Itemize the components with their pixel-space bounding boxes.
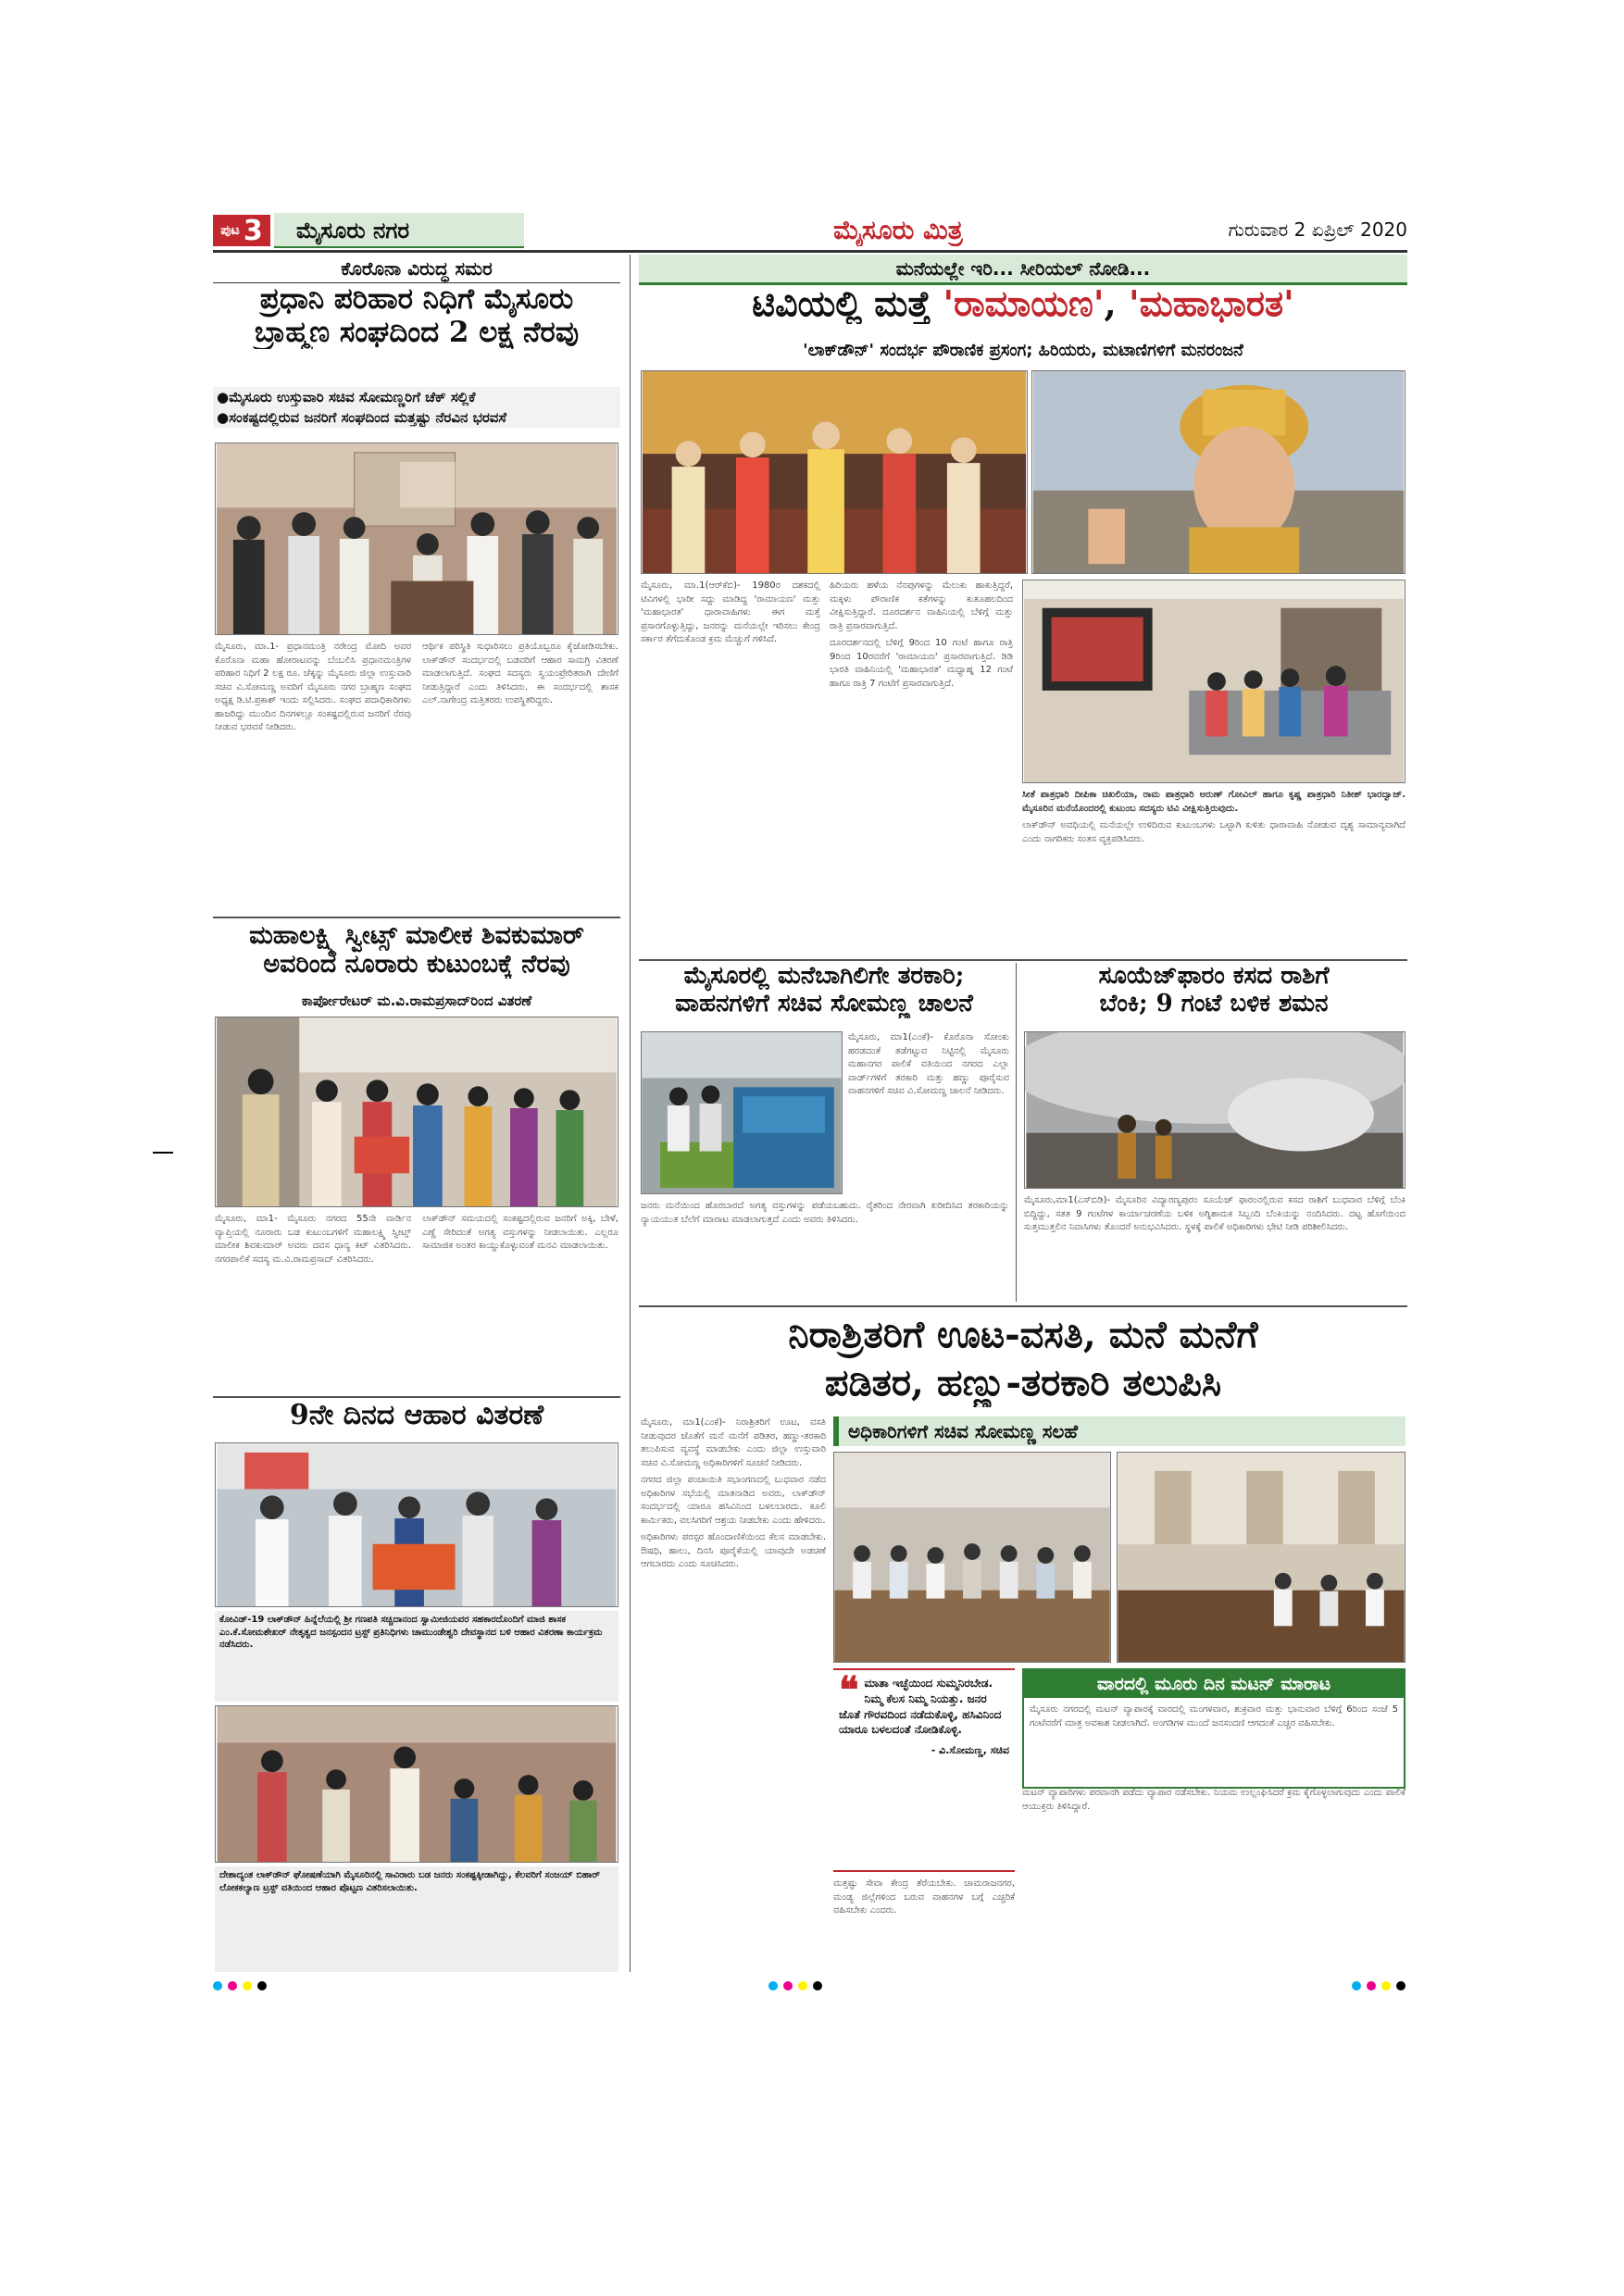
story1-highlights xyxy=(213,387,620,428)
story7-box-title: ಅಧಿಕಾರಿಗಳಿಗೆ ಸಚಿವ ಸೋಮಣ್ಣ ಸಲಹೆ xyxy=(833,1416,1405,1446)
story4-headline-text: ಟಿವಿಯಲ್ಲಿ ಮತ್ತೆ xyxy=(752,283,943,324)
family-watching-tv-photo xyxy=(1022,580,1405,783)
story2-subhead: ಕಾರ್ಪೋರೇಟರ್ ಮ.ವಿ.ರಾಮಪ್ರಸಾದ್‌ರಿಂದ ವಿತರಣೆ xyxy=(301,992,532,1009)
quote-attribution: - ವಿ.ಸೋಮಣ್ಣ, ಸಚಿವ xyxy=(931,1744,1009,1757)
page-number-badge xyxy=(213,215,270,246)
minister-quote-box xyxy=(833,1668,1015,1872)
ramayana-still xyxy=(641,370,1028,574)
masthead-logo: ಮೈಸೂರು ಮಿತ್ರ xyxy=(833,215,963,245)
story7-body-col1: ಮೈಸೂರು, ಮಾ1(ಎಂಕೆ)- ನಿರಾಶ್ರಿತರಿಗೆ ಊಟ, ವಸತಿ ನೀಡುವುದರ ಜೊತೆಗೆ ಮನೆ ಮನೆಗೆ ಪಡಿತರ, ಹಣ್ಣು-ತರಕಾರಿ ತಲುಪಿಸುವ ವ್ಯವಸ್ಥೆ ಮಾಡಬೇಕು ಎಂದು ಜಿಲ್ಲಾ ಉಸ್ತುವಾರಿ ಸಚಿವ ವಿ.ಸೋಮಣ್ಣ ಅಧಿಕಾರಿಗಳಿಗೆ ಸೂಚನೆ ನೀಡಿದರು. ನಗರದ ಜಿಲ್ಲಾ ಪಂಚಾಯಿತಿ ಸಭಾಂಗಣದಲ್ಲಿ ಬುಧವಾರ ನಡೆದ ಅಧಿಕಾರಿಗಳ ಸಭೆಯಲ್ಲಿ ಮಾತನಾಡಿದ ಅವರು, ಲಾಕ್‌ಡೌನ್ ಸಂದರ್ಭದಲ್ಲಿ ಯಾರೂ ಹಸಿವಿನಿಂದ ಬಳಲಬಾರದು. ಕೂಲಿ ಕಾರ್ಮಿಕರು, ವಲಸಿಗರಿಗೆ ಆಶ್ರಯ ನೀಡಬೇಕು ಎಂದು ಹೇಳಿದರು. ಅಧಿಕಾರಿಗಳು ಪರಸ್ಪರ ಹೊಂದಾಣಿಕೆಯಿಂದ ಕೆಲಸ ಮಾಡಬೇಕು. ಔಷಧಿ, ಹಾಲು, ದಿನಸಿ ಪೂರೈಕೆಯಲ್ಲಿ ಯಾವುದೇ ಅಡಚಣೆ ಆಗಬಾರದು ಎಂದು ಸೂಚಿಸಿದರು. xyxy=(641,1417,826,1569)
story2-body-left: ಮೈಸೂರು, ಮಾ1- ಮೈಸೂರು ನಗರದ 55ನೇ ವಾರ್ಡಿನ ವ್ಯಾಪ್ತಿಯಲ್ಲಿ ನೂರಾರು ಬಡ ಕುಟುಂಬಗಳಿಗೆ ಮಹಾಲಕ್ಷ್ಮಿ ಸ್ವೀಟ್ಸ್ ಮಾಲೀಕ ಶಿವಕುಮಾರ್ ಅವರು ದವಸ ಧಾನ್ಯ ಕಿಟ್ ವಿತರಿಸಿದರು. ನಗರಪಾಲಿಕೆ ಸದಸ್ಯ ಮ.ವಿ.ರಾಮಪ್ರಸಾದ್ ವಿತರಿಸಿದರು. xyxy=(215,1214,411,1265)
registration-dot xyxy=(813,1981,822,1990)
story7-headline xyxy=(639,1311,1407,1407)
story1-headline-line2: ಬ್ರಾಹ್ಮಣ ಸಂಘದಿಂದ 2 ಲಕ್ಷ ನೆರವು xyxy=(254,315,580,349)
story4-body-col2: ಹಿರಿಯರು ಹಳೆಯ ನೆನಪುಗಳನ್ನು ಮೆಲುಕು ಹಾಕುತ್ತಿದ್ದರೆ, ಮಕ್ಕಳು ಪೌರಾಣಿಕ ಕತೆಗಳನ್ನು ಕುತೂಹಲದಿಂದ ವೀಕ್ಷಿಸುತ್ತಿದ್ದಾರೆ. ದೂರದರ್ಶನ ವಾಹಿನಿಯಲ್ಲಿ ಬೆಳಿಗ್ಗೆ ಮತ್ತು ರಾತ್ರಿ ಪ್ರಸಾರವಾಗುತ್ತಿದೆ. ದೂರದರ್ಶನದಲ್ಲಿ ಬೆಳಿಗ್ಗೆ 9ರಿಂದ 10 ಗಂಟೆ ಹಾಗೂ ರಾತ್ರಿ 9ರಿಂದ 10ರವರೆಗೆ 'ರಾಮಾಯಣ' ಪ್ರಸಾರವಾಗುತ್ತಿದೆ. ಡಿಡಿ ಭಾರತಿ ವಾಹಿನಿಯಲ್ಲಿ 'ಮಹಾಭಾರತ' ಮಧ್ಯಾಹ್ನ 12 ಗಂಟೆ ಹಾಗೂ ರಾತ್ರಿ 7 ಗಂಟೆಗೆ ಪ್ರಸಾರವಾಗುತ್ತಿದೆ. xyxy=(830,580,1013,689)
story1-headline-line1: ಪ್ರಧಾನಿ ಪರಿಹಾರ ನಿಧಿಗೆ ಮೈಸೂರು xyxy=(259,283,574,316)
story1-photo xyxy=(215,443,618,635)
story4-headline-mahabharata: 'ಮಹಾಭಾರತ' xyxy=(1128,283,1294,324)
meeting-hall-photo xyxy=(833,1452,1111,1663)
story5-body-col2: ಜನರು ಮನೆಯಿಂದ ಹೊರಬಾರದೆ ಅಗತ್ಯ ವಸ್ತುಗಳನ್ನು ಪಡೆಯಬಹುದು. ರೈತರಿಂದ ನೇರವಾಗಿ ಖರೀದಿಸಿದ ತರಕಾರಿಯನ್ನು ನ್ಯಾಯಯುತ ಬೆಲೆಗೆ ಮಾರಾಟ ಮಾಡಲಾಗುತ್ತದೆ ಎಂದು ಅವರು ತಿಳಿಸಿದರು. xyxy=(641,1201,1009,1225)
page-number: 3 xyxy=(243,215,263,246)
registration-dot xyxy=(243,1981,252,1990)
story1-headline xyxy=(213,283,620,349)
story3-photo-2 xyxy=(215,1705,618,1863)
story4-body-col1: ಮೈಸೂರು, ಮಾ.1(ಆರ್‌ಕೆಬಿ)- 1980ರ ದಶಕದಲ್ಲಿ ಟಿವಿಗಳಲ್ಲಿ ಭಾರೀ ಸದ್ದು ಮಾಡಿದ್ದ 'ರಾಮಾಯಣ' ಮತ್ತು 'ಮಹಾಭಾರತ' ಧಾರಾವಾಹಿಗಳು ಈಗ ಮತ್ತೆ ಪ್ರಸಾರಗೊಳ್ಳುತ್ತಿದ್ದು, ಜನರನ್ನು ಮನೆಯಲ್ಲೇ ಇರಿಸಲು ಕೇಂದ್ರ ಸರ್ಕಾರ ತೆಗೆದುಕೊಂಡ ಕ್ರಮ ಮೆಚ್ಚುಗೆ ಗಳಿಸಿದೆ. xyxy=(641,580,820,644)
column-divider xyxy=(630,255,631,1972)
story8-box xyxy=(1022,1668,1405,1789)
divider xyxy=(639,959,1407,961)
story1-body-right: ಆರ್ಥಿಕ ಪರಿಸ್ಥಿತಿ ಸುಧಾರಿಸಲು ಪ್ರತಿಯೊಬ್ಬರೂ ಕೈಜೋಡಿಸಬೇಕು. ಲಾಕ್‌ಡೌನ್ ಸಂದರ್ಭದಲ್ಲಿ ಬಡವರಿಗೆ ಆಹಾರ ಸಾಮಗ್ರಿ ವಿತರಣೆ ಮಾಡಲಾಗುತ್ತಿದೆ. ಸಂಘದ ಸದಸ್ಯರು ಸ್ವಯಂಪ್ರೇರಿತರಾಗಿ ದೇಣಿಗೆ ನೀಡುತ್ತಿದ್ದಾರೆ ಎಂದು ತಿಳಿಸಿದರು. ಈ ಸಂದರ್ಭದಲ್ಲಿ ಶಾಸಕ ಎಲ್.ನಾಗೇಂದ್ರ ಮತ್ತಿತರರು ಉಪಸ್ಥಿತರಿದ್ದರು. xyxy=(422,642,618,705)
registration-dot xyxy=(798,1981,807,1990)
story4-kicker: ಮನೆಯಲ್ಲೇ ಇರಿ... ಸೀರಿಯಲ್ ನೋಡಿ... xyxy=(639,255,1407,285)
fold-mark xyxy=(153,1152,173,1154)
story5-headline xyxy=(639,963,1009,1018)
story5-body-col1: ಮೈಸೂರು, ಮಾ1(ಎಂಕೆ)- ಕೊರೊನಾ ಸೋಂಕು ಹರಡದಂತೆ ತಡೆಗಟ್ಟುವ ನಿಟ್ಟಿನಲ್ಲಿ ಮೈಸೂರು ಮಹಾನಗರ ಪಾಲಿಕೆ ವತಿಯಿಂದ ನಗರದ ಎಲ್ಲಾ ವಾರ್ಡ್‌ಗಳಿಗೆ ತರಕಾರಿ ಮತ್ತು ಹಣ್ಣು ಪೂರೈಸುವ ವಾಹನಗಳಿಗೆ ಸಚಿವ ವಿ.ಸೋಮಣ್ಣ ಚಾಲನೆ ನೀಡಿದರು. xyxy=(848,1032,1009,1096)
minister-quote: ಮಾತಾ ಇಚ್ಛೆಯಿಂದ ಸುಮ್ಮನಿರಬೇಡ. ನಿಮ್ಮ ಕೆಲಸ ನಿಮ್ಮ ನಿಯತ್ತು. ಜನರ ಜೊತೆ ಗೌರವದಿಂದ ನಡೆದುಕೊಳ್ಳಿ, ಹಸಿವಿನಿಂದ ಯಾರೂ ಬಳಲದಂತೆ ನೋಡಿಕೊಳ್ಳಿ. xyxy=(839,1677,1002,1737)
registration-dot xyxy=(213,1981,222,1990)
story6-headline-line1: ಸೂಯೆಜ್‌ಫಾರಂ ಕಸದ ರಾಶಿಗೆ xyxy=(1098,963,1330,990)
story3-photo-1 xyxy=(215,1442,618,1607)
registration-marks-right xyxy=(1352,1981,1407,1992)
registration-dot xyxy=(1396,1981,1405,1990)
header-divider xyxy=(213,250,1407,253)
page-label: ಪುಟ xyxy=(220,223,240,238)
story7-body-col2: ಮತ್ತಷ್ಟು ಸೇವಾ ಕೇಂದ್ರ ತೆರೆಯಬೇಕು. ಚಾಮರಾಜನಗರ, ಮಂಡ್ಯ ಜಿಲ್ಲೆಗಳಿಂದ ಬರುವ ವಾಹನಗಳ ಬಗ್ಗೆ ಎಚ್ಚರಿಕೆ ವಹಿಸಬೇಕು ಎಂದರು. xyxy=(833,1878,1015,1915)
story2-body-right: ಲಾಕ್‌ಡೌನ್ ಸಮಯದಲ್ಲಿ ಸಂಕಷ್ಟದಲ್ಲಿರುವ ಜನರಿಗೆ ಅಕ್ಕಿ, ಬೇಳೆ, ಎಣ್ಣೆ ಸೇರಿದಂತೆ ಅಗತ್ಯ ವಸ್ತುಗಳನ್ನು ನೀಡಲಾಯಿತು. ಎಲ್ಲರೂ ಸಾಮಾಜಿಕ ಅಂತರ ಕಾಯ್ದುಕೊಳ್ಳುವಂತೆ ಮನವಿ ಮಾಡಲಾಯಿತು. xyxy=(422,1214,618,1251)
story3-headline: 9ನೇ ದಿನದ ಆಹಾರ ವಿತರಣೆ xyxy=(289,1400,544,1431)
story4-headline-separator: , xyxy=(1104,283,1129,324)
story2-headline-line1: ಮಹಾಲಕ್ಷ್ಮಿ ಸ್ವೀಟ್ಸ್ ಮಾಲೀಕ ಶಿವಕುಮಾರ್ xyxy=(249,921,584,950)
story4-headline xyxy=(639,283,1407,324)
story4-headline-ramayana: 'ರಾಮಾಯಣ' xyxy=(943,283,1105,324)
story2-headline-line2: ಅವರಿಂದ ನೂರಾರು ಕುಟುಂಬಕ್ಕೆ ನೆರವು xyxy=(263,950,570,980)
vegetable-vehicle-photo xyxy=(641,1031,843,1194)
story8-title: ವಾರದಲ್ಲಿ ಮೂರು ದಿನ ಮಟನ್ ಮಾರಾಟ xyxy=(1024,1670,1404,1698)
story5-headline-line2: ವಾಹನಗಳಿಗೆ ಸಚಿವ ಸೋಮಣ್ಣ ಚಾಲನೆ xyxy=(675,989,973,1017)
registration-dot xyxy=(257,1981,267,1990)
registration-marks-center xyxy=(768,1981,824,1992)
story8-body-1: ಮೈಸೂರು ನಗರದಲ್ಲಿ ಮಟನ್ ವ್ಯಾಪಾರಕ್ಕೆ ವಾರದಲ್ಲಿ ಮಂಗಳವಾರ, ಶುಕ್ರವಾರ ಮತ್ತು ಭಾನುವಾರ ಬೆಳಿಗ್ಗೆ 6ರಿಂದ ಸಂಜೆ 5 ಗಂಟೆವರೆಗೆ ಮಾತ್ರ ಅವಕಾಶ ನೀಡಲಾಗಿದೆ. ಅಂಗಡಿಗಳ ಮುಂದೆ ಜನಸಂದಣಿ ಆಗದಂತೆ ಎಚ್ಚರ ವಹಿಸಬೇಕು. xyxy=(1030,1704,1398,1728)
column-divider xyxy=(1016,963,1017,1302)
story2-photo xyxy=(215,1017,618,1207)
registration-dot xyxy=(228,1981,237,1990)
story1-bullet: ●ಮೈಸೂರು ಉಸ್ತುವಾರಿ ಸಚಿವ ಸೋಮಣ್ಣರಿಗೆ ಚೆಕ್ ಸಲ್ಲಿಕೆ xyxy=(217,389,476,406)
council-chamber-photo xyxy=(1117,1452,1405,1663)
registration-marks-left xyxy=(213,1981,269,1992)
registration-dot xyxy=(783,1981,793,1990)
story6-headline xyxy=(1022,963,1405,1018)
story5-headline-line1: ಮೈಸೂರಲ್ಲಿ ಮನೆಬಾಗಿಲಿಗೇ ತರಕಾರಿ; xyxy=(683,963,965,990)
story4-subhead: 'ಲಾಕ್‌ಡೌನ್' ಸಂದರ್ಭ ಪೌರಾಣಿಕ ಪ್ರಸಂಗ; ಹಿರಿಯರು, ಮಟಾಣಿಗಳಿಗೆ ಮನರಂಜನೆ xyxy=(803,341,1243,360)
divider xyxy=(639,1305,1407,1307)
story6-body: ಮೈಸೂರು,ಮಾ1(ಎಸ್‌ಬಿಡಿ)- ಮೈಸೂರಿನ ವಿದ್ಯಾರಣ್ಯಪುರಂ ಸೂಯೆಜ್ ಫಾರಂನಲ್ಲಿರುವ ಕಸದ ರಾಶಿಗೆ ಬುಧವಾರ ಬೆಳಿಗ್ಗೆ ಬೆಂಕಿ ಬಿದ್ದಿದ್ದು, ಸತತ 9 ಗಂಟೆಗಳ ಕಾರ್ಯಾಚರಣೆಯ ಬಳಿಕ ಅಗ್ನಿಶಾಮಕ ಸಿಬ್ಬಂದಿ ಬೆಂಕಿಯನ್ನು ನಂದಿಸಿದರು. ದಟ್ಟ ಹೊಗೆಯಿಂದ ಸುತ್ತಮುತ್ತಲಿನ ನಿವಾಸಿಗಳು ತೊಂದರೆ ಅನುಭವಿಸಿದರು. ಸ್ಥಳಕ್ಕೆ ಪಾಲಿಕೆ ಅಧಿಕಾರಿಗಳು ಭೇಟಿ ನೀಡಿ ಪರಿಶೀಲಿಸಿದರು. xyxy=(1024,1195,1405,1232)
story1-bullet: ●ಸಂಕಷ್ಟದಲ್ಲಿರುವ ಜನರಿಗೆ ಸಂಘದಿಂದ ಮತ್ತಷ್ಟು ನೆರವಿನ ಭರವಸೆ xyxy=(217,409,506,426)
story6-headline-line2: ಬೆಂಕಿ; 9 ಗಂಟೆ ಬಳಿಕ ಶಮನ xyxy=(1099,989,1329,1017)
edition-date: ಗುರುವಾರ 2 ಏಪ್ರಿಲ್ 2020 xyxy=(1228,218,1407,241)
story2-headline xyxy=(213,921,620,979)
registration-dot xyxy=(1352,1981,1361,1990)
registration-dot xyxy=(1367,1981,1376,1990)
story3-caption-1: ಕೋವಿಡ್-19 ಲಾಕ್‌ಡೌನ್ ಹಿನ್ನೆಲೆಯಲ್ಲಿ ಶ್ರೀ ಗಣಪತಿ ಸಚ್ಚಿದಾನಂದ ಸ್ವಾಮೀಜಿಯವರ ಸಹಕಾರದೊಂದಿಗೆ ಮಾಜಿ ಶಾಸಕ ಎಂ.ಕೆ.ಸೋಮಶೇಖರ್ ನೇತೃತ್ವದ ಜನಸ್ಪಂದನ ಟ್ರಸ್ಟ್ ಪ್ರತಿನಿಧಿಗಳು ಚಾಮುಂಡೇಶ್ವರಿ ದೇವಸ್ಥಾನದ ಬಳಿ ಆಹಾರ ವಿತರಣಾ ಕಾರ್ಯಕ್ರಮ ನಡೆಸಿದರು. xyxy=(215,1611,618,1702)
story1-kicker: ಕೊರೊನಾ ವಿರುದ್ಧ ಸಮರ xyxy=(213,255,620,283)
divider xyxy=(213,1396,620,1398)
garbage-fire-photo xyxy=(1024,1031,1405,1189)
story7-headline-line1: ನಿರಾಶ್ರಿತರಿಗೆ ಊಟ-ವಸತಿ, ಮನೆ ಮನೆಗೆ xyxy=(788,1313,1258,1356)
story1-body-left: ಮೈಸೂರು, ಮಾ.1- ಪ್ರಧಾನಮಂತ್ರಿ ನರೇಂದ್ರ ಮೋದಿ ಅವರ ಕೊರೊನಾ ಮಹಾ ಹೋರಾಟವನ್ನು ಬೆಂಬಲಿಸಿ ಪ್ರಧಾನಮಂತ್ರಿಗಳ ಪರಿಹಾರ ನಿಧಿಗೆ 2 ಲಕ್ಷ ರೂ. ಚೆಕ್ಕನ್ನು ಮೈಸೂರು ಜಿಲ್ಲಾ ಉಸ್ತುವಾರಿ ಸಚಿವ ವಿ.ಸೋಮಣ್ಣ ಅವರಿಗೆ ಮೈಸೂರು ನಗರ ಬ್ರಾಹ್ಮಣ ಸಂಘದ ಅಧ್ಯಕ್ಷ ಡಿ.ಟಿ.ಪ್ರಕಾಶ್ ಇಂದು ಸಲ್ಲಿಸಿದರು. ಸಂಘದ ಪದಾಧಿಕಾರಿಗಳು ಹಾಜರಿದ್ದು ಮುಂದಿನ ದಿನಗಳಲ್ಲೂ ಸಂಕಷ್ಟದಲ್ಲಿರುವ ಜನರಿಗೆ ನೆರವು ನೀಡುವ ಭರವಸೆ ನೀಡಿದರು. xyxy=(215,642,411,732)
story4-caption: ಸೀತೆ ಪಾತ್ರಧಾರಿ ದೀಪಿಕಾ ಚಿಖಲಿಯಾ, ರಾಮ ಪಾತ್ರಧಾರಿ ಅರುಣ್ ಗೋವಿಲ್ ಹಾಗೂ ಕೃಷ್ಣ ಪಾತ್ರಧಾರಿ ನಿತೀಶ್ ಭಾರದ್ವಾಜ್. ಮೈಸೂರಿನ ಮನೆಯೊಂದರಲ್ಲಿ ಕುಟುಂಬ ಸದಸ್ಯರು ಟಿವಿ ವೀಕ್ಷಿಸುತ್ತಿರುವುದು. xyxy=(1022,790,1405,814)
story7-headline-line2: ಪಡಿತರ, ಹಣ್ಣು-ತರಕಾರಿ ತಲುಪಿಸಿ xyxy=(824,1361,1222,1404)
story4-caption-and-body: ಸೀತೆ ಪಾತ್ರಧಾರಿ ದೀಪಿಕಾ ಚಿಖಲಿಯಾ, ರಾಮ ಪಾತ್ರಧಾರಿ ಅರುಣ್ ಗೋವಿಲ್ ಹಾಗೂ ಕೃಷ್ಣ ಪಾತ್ರಧಾರಿ ನಿತೀಶ್ ಭಾರದ್ವಾಜ್. ಮೈಸೂರಿನ ಮನೆಯೊಂದರಲ್ಲಿ ಕುಟುಂಬ ಸದಸ್ಯರು ಟಿವಿ ವೀಕ್ಷಿಸುತ್ತಿರುವುದು. ಲಾಕ್‌ಡೌನ್ ಅವಧಿಯಲ್ಲಿ ಮನೆಯಲ್ಲೇ ಉಳಿದಿರುವ ಕುಟುಂಬಗಳು ಒಟ್ಟಾಗಿ ಕುಳಿತು ಧಾರಾವಾಹಿ ನೋಡುವ ದೃಶ್ಯ ಸಾಮಾನ್ಯವಾಗಿದೆ ಎಂದು ನಾಗರಿಕರು ಸಂತಸ ವ್ಯಕ್ತಪಡಿಸಿದರು. xyxy=(1022,790,1405,844)
registration-dot xyxy=(1381,1981,1391,1990)
mahabharata-krishna-still xyxy=(1031,370,1405,574)
story3-caption-2: ದೇಶಾದ್ಯಂತ ಲಾಕ್‌ಡೌನ್ ಘೋಷಣೆಯಾಗಿ ಮೈಸೂರಿನಲ್ಲಿ ಸಾವಿರಾರು ಬಡ ಜನರು ಸಂಕಷ್ಟಕ್ಕೀಡಾಗಿದ್ದು, ಕೆಲವರಿಗೆ ಸಂಜಯ್ ಬಿಹಾರ್ ಲೋಕಕಲ್ಯಾಣ ಟ್ರಸ್ಟ್ ವತಿಯಿಂದ ಆಹಾರ ಪೊಟ್ಟಣ ವಿತರಿಸಲಾಯಿತು. xyxy=(215,1866,618,1972)
quote-mark-icon: ❝ xyxy=(839,1668,859,1712)
section-title: ಮೈಸೂರು ನಗರ xyxy=(274,213,524,248)
registration-dot xyxy=(768,1981,778,1990)
divider xyxy=(213,917,620,918)
story8-body-2: ಮಟನ್ ವ್ಯಾಪಾರಿಗಳು ಪರವಾನಗಿ ಪಡೆದು ವ್ಯಾಪಾರ ನಡೆಸಬೇಕು. ನಿಯಮ ಉಲ್ಲಂಘಿಸಿದರೆ ಕ್ರಮ ಕೈಗೊಳ್ಳಲಾಗುವುದು ಎಂದು ಪಾಲಿಕೆ ಆಯುಕ್ತರು ತಿಳಿಸಿದ್ದಾರೆ. xyxy=(1022,1788,1405,1812)
